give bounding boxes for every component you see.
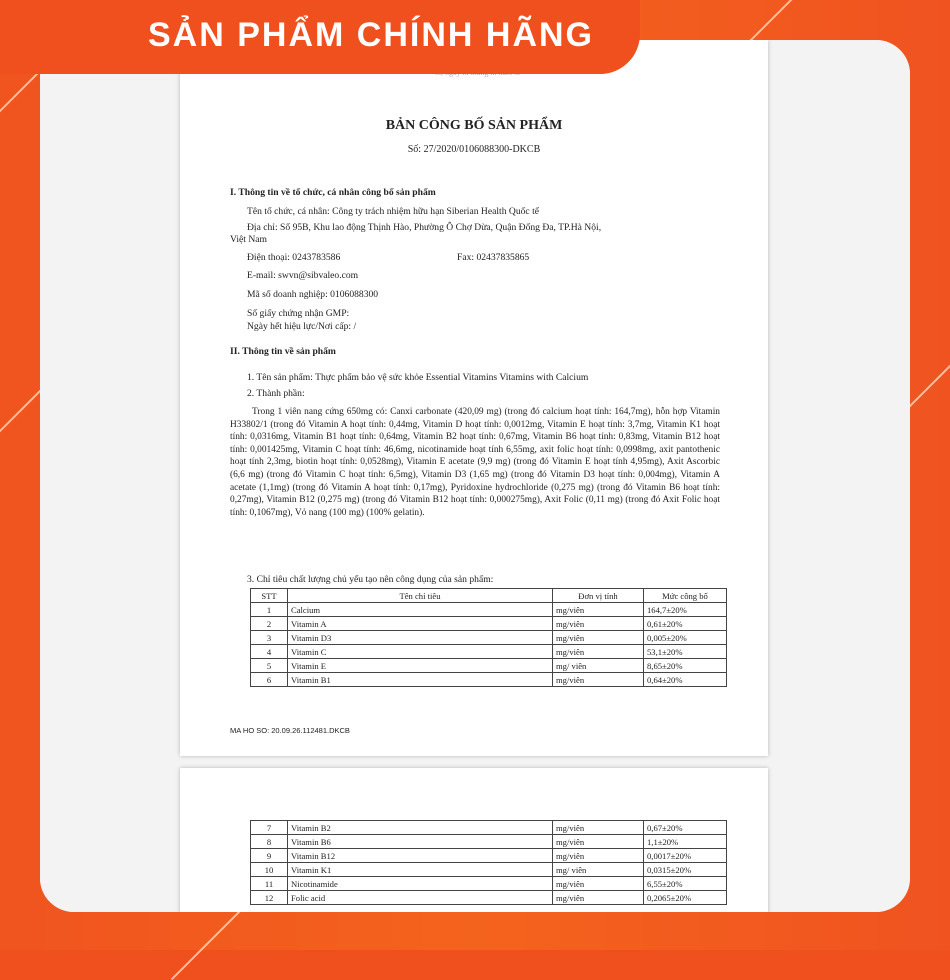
document-viewer[interactable]: [40, 40, 910, 912]
expiry: Ngày hết hiệu lực/Nơi cấp: /: [247, 321, 357, 332]
table-row: [251, 645, 727, 659]
phone: Điện thoại: 0243783586: [247, 252, 341, 263]
org-name: Tên tổ chức, cá nhân: Công ty trách nhiệm hữu hạn Siberian Health Quốc tế: [247, 206, 539, 217]
table-row: [251, 659, 727, 673]
address-line-1: Địa chỉ: Số 95B, Khu lao động Thịnh Hào, Phường Ô Chợ Dừa, Quận Đống Đa, TP.Hà Nội,: [247, 222, 602, 233]
cell-name: Folic acid: [288, 891, 553, 905]
cell-name: Nicotinamide: [288, 877, 553, 891]
cell-name: Calcium: [288, 603, 553, 617]
cell-stt: 3: [251, 631, 288, 645]
cell-value: 0,64±20%: [644, 673, 727, 687]
header-name: Tên chỉ tiêu: [288, 589, 553, 603]
cell-unit: mg/viên: [553, 603, 644, 617]
cell-unit: mg/viên: [553, 645, 644, 659]
section-2-title: II. Thông tin về sản phẩm: [230, 346, 336, 357]
cell-stt: 4: [251, 645, 288, 659]
table-row: [251, 821, 727, 835]
cell-stt: 7: [251, 821, 288, 835]
cell-stt: 6: [251, 673, 288, 687]
gmp-certificate: Số giấy chứng nhận GMP:: [247, 308, 350, 319]
cell-value: 0,005±20%: [644, 631, 727, 645]
cell-name: Vitamin C: [288, 645, 553, 659]
cell-unit: mg/viên: [553, 877, 644, 891]
quality-label: 3. Chỉ tiêu chất lượng chủ yếu tạo nên công dụng của sản phẩm:: [247, 574, 494, 585]
table-row: [251, 603, 727, 617]
cell-value: 0,0017±20%: [644, 849, 727, 863]
tax-code: Mã số doanh nghiệp: 0106088300: [247, 289, 379, 300]
table-row: [251, 877, 727, 891]
cell-value: 1,1±20%: [644, 835, 727, 849]
header-stt: STT: [251, 589, 288, 603]
cell-name: Vitamin B1: [288, 673, 553, 687]
cell-value: 6,55±20%: [644, 877, 727, 891]
quality-table-continued: [250, 820, 727, 905]
product-name: 1. Tên sản phẩm: Thực phẩm bảo vệ sức khỏe Essential Vitamins Vitamins with Calcium: [247, 372, 589, 383]
table-row: [251, 835, 727, 849]
cell-name: Vitamin E: [288, 659, 553, 673]
table-row: [251, 891, 727, 905]
cell-stt: 2: [251, 617, 288, 631]
table-row: [251, 631, 727, 645]
header-value: Mức công bố: [644, 589, 727, 603]
address-line-2: Việt Nam: [230, 234, 267, 245]
cell-value: 8,65±20%: [644, 659, 727, 673]
header-unit: Đơn vị tính: [553, 589, 644, 603]
cell-stt: 8: [251, 835, 288, 849]
cell-name: Vitamin B6: [288, 835, 553, 849]
table-row: [251, 863, 727, 877]
cell-stt: 12: [251, 891, 288, 905]
table-row: [251, 849, 727, 863]
cell-unit: mg/ viên: [553, 659, 644, 673]
cell-value: 0,61±20%: [644, 617, 727, 631]
cell-value: 164,7±20%: [644, 603, 727, 617]
composition-label: 2. Thành phần:: [247, 388, 305, 399]
cell-value: 0,2065±20%: [644, 891, 727, 905]
cell-stt: 10: [251, 863, 288, 877]
cell-value: 0,67±20%: [644, 821, 727, 835]
document-page-2: [180, 768, 768, 912]
cell-name: Vitamin D3: [288, 631, 553, 645]
cell-name: Vitamin K1: [288, 863, 553, 877]
cell-unit: mg/viên: [553, 849, 644, 863]
table-row: [251, 673, 727, 687]
quality-table: [250, 588, 727, 687]
cell-unit: mg/viên: [553, 821, 644, 835]
cell-unit: mg/ viên: [553, 863, 644, 877]
cell-name: Vitamin B12: [288, 849, 553, 863]
cell-unit: mg/viên: [553, 617, 644, 631]
cell-unit: mg/viên: [553, 891, 644, 905]
email: E-mail: swvn@sibvaleo.com: [247, 270, 359, 281]
cell-stt: 5: [251, 659, 288, 673]
cell-name: Vitamin A: [288, 617, 553, 631]
table-header-row: [251, 589, 727, 603]
document-number: Số: 27/2020/0106088300-DKCB: [407, 144, 541, 155]
fax: Fax: 02437835865: [457, 252, 530, 263]
cell-unit: mg/viên: [553, 835, 644, 849]
banner-label: SẢN PHẨM CHÍNH HÃNG: [148, 16, 594, 54]
section-1-title: I. Thông tin về tổ chức, cá nhân công bố sản phẩm: [230, 187, 436, 198]
cell-value: 0,0315±20%: [644, 863, 727, 877]
cell-name: Vitamin B2: [288, 821, 553, 835]
authentic-product-banner: [0, 0, 640, 74]
cell-stt: 9: [251, 849, 288, 863]
cell-value: 53,1±20%: [644, 645, 727, 659]
composition-text: Trong 1 viên nang cứng 650mg có: Canxi carbonate (420,09 mg) (trong đó calcium hoạt tính: 164,7mg), hỗn hợp Vitamin H33802/1 (trong đó Vitamin A hoạt tính: 0,44mg, Vitamin D hoạt tính: 0,0012mg, Vitamin E hoạt tính: 3,7mg, Vitamin K1 hoạt tính: 0,0316mg, Vitamin B1 hoạt tính: 0,64mg, Vitamin B2 hoạt tính: 0,67mg, Vitamin B6 hoạt tính: 0,83mg, Vitamin B12 hoạt tính: 0,001425mg, Vitamin C hoạt tính: 46,6mg, nicotinamide hoạt tính 6,55mg, axit folic hoạt tính: 0,0998mg, axit pantothenic hoạt tính 2,3mg, biotin hoạt tính: 0,0528mg), Vitamin E acetate (9,9 mg) (trong đó Vitamin E hoạt tính 4,95mg), Axit Ascorbic (6,6 mg) (trong đó Vitamin C hoạt tính: 6,5mg), Vitamin D3 (1,65 mg) (trong đó Vitamin D3 hoạt tính: 0,004mg), Vitamin A acetate (1,1mg) (trong đó Vitamin A hoạt tính: 0,17mg), Pyridoxine hydrochloride (0,275 mg) (trong đó Vitamin B6 hoạt tính: 0,27mg), Vitamin B12 (0,275 mg) (trong đó Vitamin B12 hoạt tính: 0,000275mg), Axit Folic (0,11 mg) (trong đó Axit Folic hoạt tính: 0,1067mg), Vỏ nang (100 mg) (100% gelatin).: [230, 407, 720, 518]
table-row: [251, 617, 727, 631]
cell-unit: mg/viên: [553, 673, 644, 687]
cell-stt: 11: [251, 877, 288, 891]
document-frame: [40, 40, 910, 912]
cell-stt: 1: [251, 603, 288, 617]
cell-unit: mg/viên: [553, 631, 644, 645]
document-title: BẢN CÔNG BỐ SẢN PHẨM: [385, 118, 563, 133]
ma-ho-so: MA HO SO: 20.09.26.112481.DKCB: [230, 726, 350, 735]
document-page-1: [180, 40, 768, 756]
